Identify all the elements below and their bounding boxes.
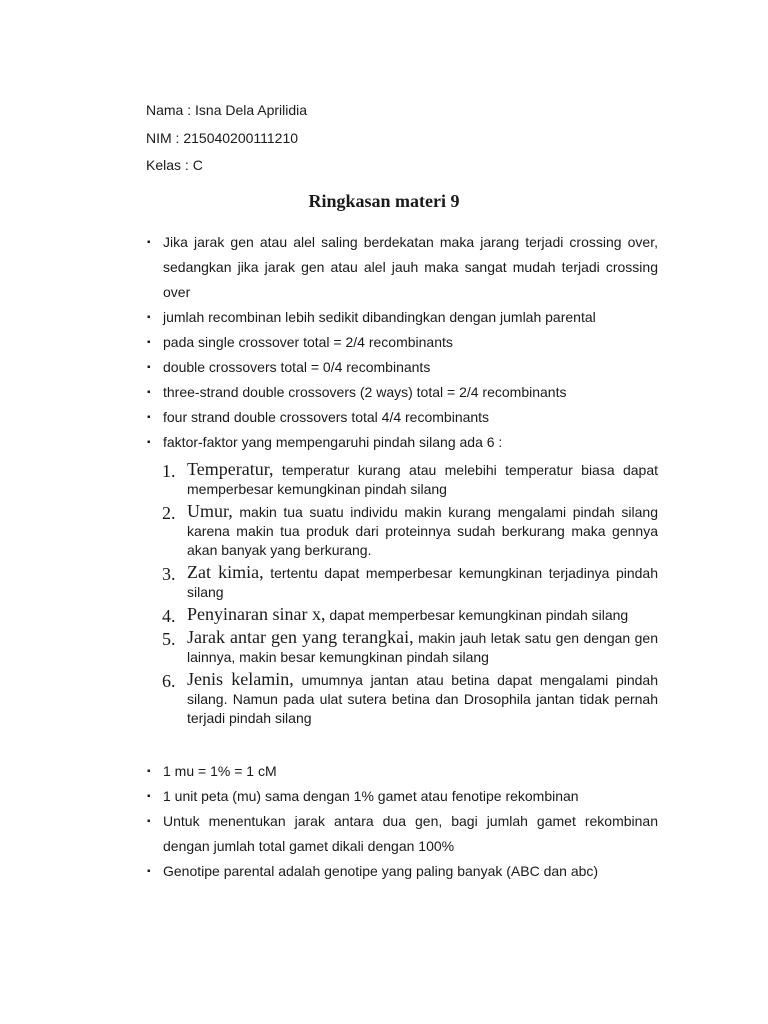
factor-description: tertentu dapat memperbesar kemungkinan terjadinya pindah silang	[187, 565, 659, 600]
bullet-item	[146, 430, 658, 455]
factor-list	[162, 460, 658, 731]
bullet-marker: ▪	[147, 237, 151, 248]
bullet-marker: ▪	[147, 412, 151, 423]
bullet-item	[146, 759, 658, 784]
factor-description: dapat memperbesar kemungkinan pindah silang	[329, 607, 629, 623]
factor-item	[162, 502, 658, 560]
bullet-marker: ▪	[147, 362, 151, 373]
bullet-item	[146, 784, 658, 809]
factor-number: 3.	[162, 564, 176, 584]
factor-number: 4.	[162, 606, 176, 626]
bullet-item	[146, 859, 658, 884]
bullet-text: faktor-faktor yang mempengaruhi pindah silang ada 6 :	[163, 434, 503, 450]
student-class: Kelas : C	[146, 157, 203, 173]
bullet-item	[146, 330, 658, 355]
bullet-marker: ▪	[147, 312, 151, 323]
factor-item	[162, 628, 658, 667]
bullet-text: double crossovers total = 0/4 recombinants	[163, 359, 431, 375]
factor-description: temperatur kurang atau melebihi temperatur biasa dapat memperbesar kemungkinan pindah silang	[187, 462, 659, 497]
factor-number: 2.	[162, 503, 176, 523]
bullet-text: 1 unit peta (mu) sama dengan 1% gamet atau fenotipe rekombinan	[163, 788, 579, 804]
bullet-text: Jika jarak gen atau alel saling berdekatan maka jarang terjadi crossing over, sedangkan jika jarak gen atau alel jauh maka sangat mudah terjadi crossing over	[163, 234, 658, 300]
factor-heading: Temperatur,	[187, 459, 274, 479]
bullet-marker: ▪	[147, 791, 151, 802]
bullet-text: jumlah recombinan lebih sedikit dibandingkan dengan jumlah parental	[163, 309, 596, 325]
factor-number: 1.	[162, 461, 176, 481]
bullet-item	[146, 405, 658, 430]
factor-heading: Jenis kelamin,	[187, 669, 294, 689]
bullet-text: 1 mu = 1% = 1 cM	[163, 763, 277, 779]
student-name: Nama : Isna Dela Aprilidia	[146, 102, 308, 118]
factor-number: 5.	[162, 629, 176, 649]
bullet-marker: ▪	[147, 387, 151, 398]
bullet-marker: ▪	[147, 816, 151, 827]
summary-bullet-list-bottom	[146, 759, 658, 884]
factor-heading: Umur,	[187, 501, 233, 521]
bullet-item	[146, 380, 658, 405]
bullet-item	[146, 305, 658, 330]
factor-item	[162, 670, 658, 728]
factor-number: 6.	[162, 671, 176, 691]
bullet-text: Genotipe parental adalah genotipe yang paling banyak (ABC dan abc)	[163, 863, 599, 879]
bullet-marker: ▪	[147, 866, 151, 877]
factor-description: umumnya jantan atau betina dapat mengalami pindah silang. Namun pada ulat sutera betina dan Drosophila jantan tidak pernah terjadi pindah silang	[187, 672, 658, 726]
bullet-item	[146, 355, 658, 380]
bullet-text: four strand double crossovers total 4/4 recombinants	[163, 409, 490, 425]
factor-description: makin jauh letak satu gen dengan gen lainnya, makin besar kemungkinan pindah silang	[187, 630, 658, 665]
bullet-marker: ▪	[147, 766, 151, 777]
factor-description: makin tua suatu individu makin kurang mengalami pindah silang karena makin tua produk dari proteinnya sudah berkurang maka gennya akan banyak yang berkurang.	[187, 504, 658, 558]
factor-heading: Zat kimia,	[187, 562, 264, 582]
bullet-text: Untuk menentukan jarak antara dua gen, bagi jumlah gamet rekombinan dengan jumlah total gamet dikali dengan 100%	[163, 813, 658, 854]
bullet-text: three-strand double crossovers (2 ways) total = 2/4 recombinants	[163, 384, 567, 400]
bullet-item	[146, 230, 658, 305]
page-title: Ringkasan materi 9	[308, 191, 460, 211]
factor-item	[162, 563, 658, 602]
bullet-marker: ▪	[147, 337, 151, 348]
factor-heading: Penyinaran sinar x,	[187, 604, 326, 624]
bullet-marker: ▪	[147, 437, 151, 448]
factor-heading: Jarak antar gen yang terangkai,	[187, 627, 414, 647]
student-nim: NIM : 215040200111210	[146, 130, 299, 146]
bullet-text: pada single crossover total = 2/4 recombinants	[163, 334, 453, 350]
bullet-item	[146, 809, 658, 859]
factor-item	[162, 460, 658, 499]
summary-bullet-list	[146, 230, 658, 455]
factor-item	[162, 605, 658, 625]
